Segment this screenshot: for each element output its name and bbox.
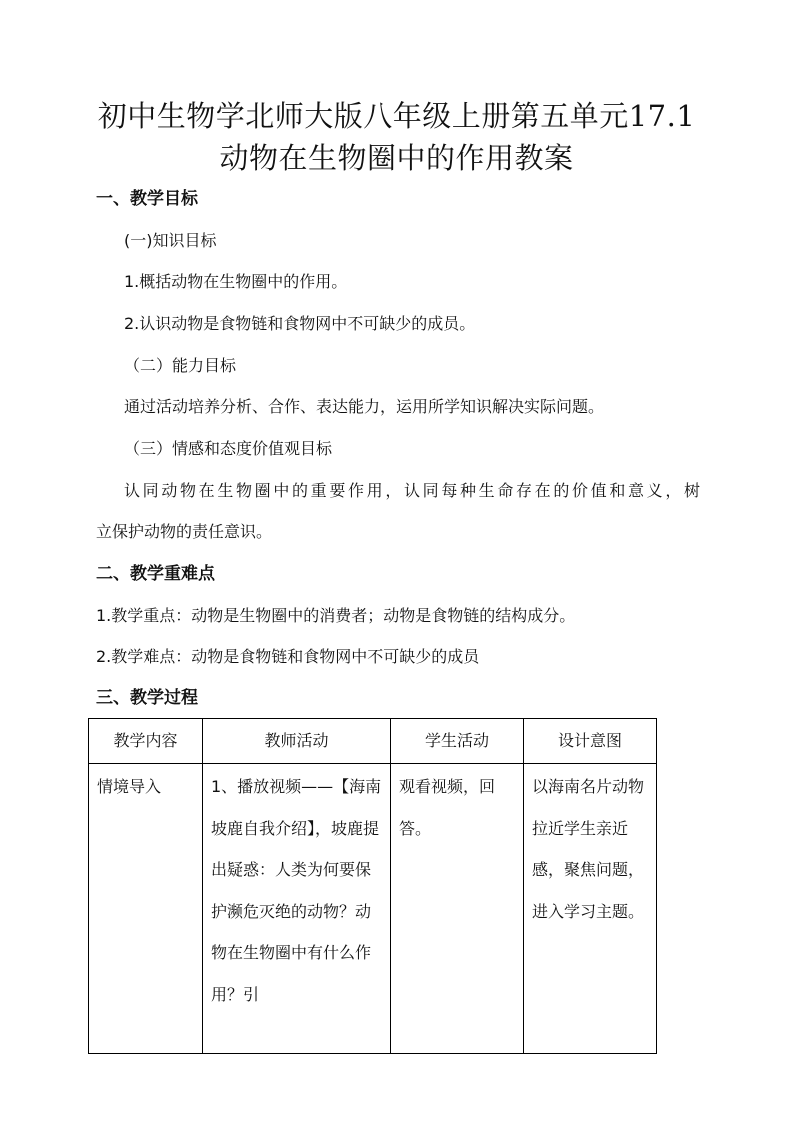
table-header-cell: 教师活动 bbox=[203, 719, 391, 764]
attitude-paragraph-line1: 认同动物在生物圈中的重要作用，认同每种生命存在的价值和意义，树 bbox=[124, 481, 700, 500]
lesson-process-table bbox=[88, 718, 657, 1054]
subheading-attitude: （三）情感和态度价值观目标 bbox=[124, 439, 333, 458]
cell-text: 情境导入 bbox=[97, 777, 162, 796]
section-heading-keypoints: 二、教学重难点 bbox=[96, 564, 215, 584]
attitude-paragraph-line2: 立保护动物的责任意识。 bbox=[96, 522, 273, 541]
document-title-line2: 动物在生物圈中的作用教案 bbox=[219, 141, 574, 175]
table-cell-intent bbox=[524, 764, 657, 1054]
table-header-cell: 教学内容 bbox=[89, 719, 203, 764]
table-header-cell: 学生活动 bbox=[391, 719, 524, 764]
subheading-knowledge: (一)知识目标 bbox=[124, 231, 217, 250]
objective-item-2: 2.认识动物是食物链和食物网中不可缺少的成员。 bbox=[124, 314, 476, 333]
cell-text: 观看视频，回答。 bbox=[399, 777, 496, 838]
keypoint-item-2: 2.教学难点：动物是食物链和食物网中不可缺少的成员 bbox=[96, 647, 480, 666]
table-header-row bbox=[89, 719, 657, 764]
subheading-ability: （二）能力目标 bbox=[124, 356, 237, 375]
cell-text: 1、播放视频——【海南坡鹿自我介绍】，坡鹿提出疑惑：人类为何要保护濒危灭绝的动物？动物在生物圈中有什么作用？引 bbox=[211, 777, 382, 1004]
section-heading-objectives: 一、教学目标 bbox=[96, 189, 198, 209]
table-cell-student bbox=[391, 764, 524, 1054]
table-header-cell: 设计意图 bbox=[524, 719, 657, 764]
document-title-line1: 初中生物学北师大版八年级上册第五单元17.1 bbox=[97, 99, 696, 133]
table-cell-teacher bbox=[203, 764, 391, 1054]
keypoint-item-1: 1.教学重点：动物是生物圈中的消费者；动物是食物链的结构成分。 bbox=[96, 606, 576, 625]
section-heading-process: 三、教学过程 bbox=[96, 688, 198, 708]
table-row bbox=[89, 764, 657, 1054]
objective-item-1: 1.概括动物在生物圈中的作用。 bbox=[124, 272, 348, 291]
table-cell-content bbox=[89, 764, 203, 1054]
cell-text: 以海南名片动物拉近学生亲近感，聚焦问题，进入学习主题。 bbox=[532, 777, 645, 921]
ability-paragraph: 通过活动培养分析、合作、表达能力，运用所学知识解决实际问题。 bbox=[124, 397, 605, 416]
